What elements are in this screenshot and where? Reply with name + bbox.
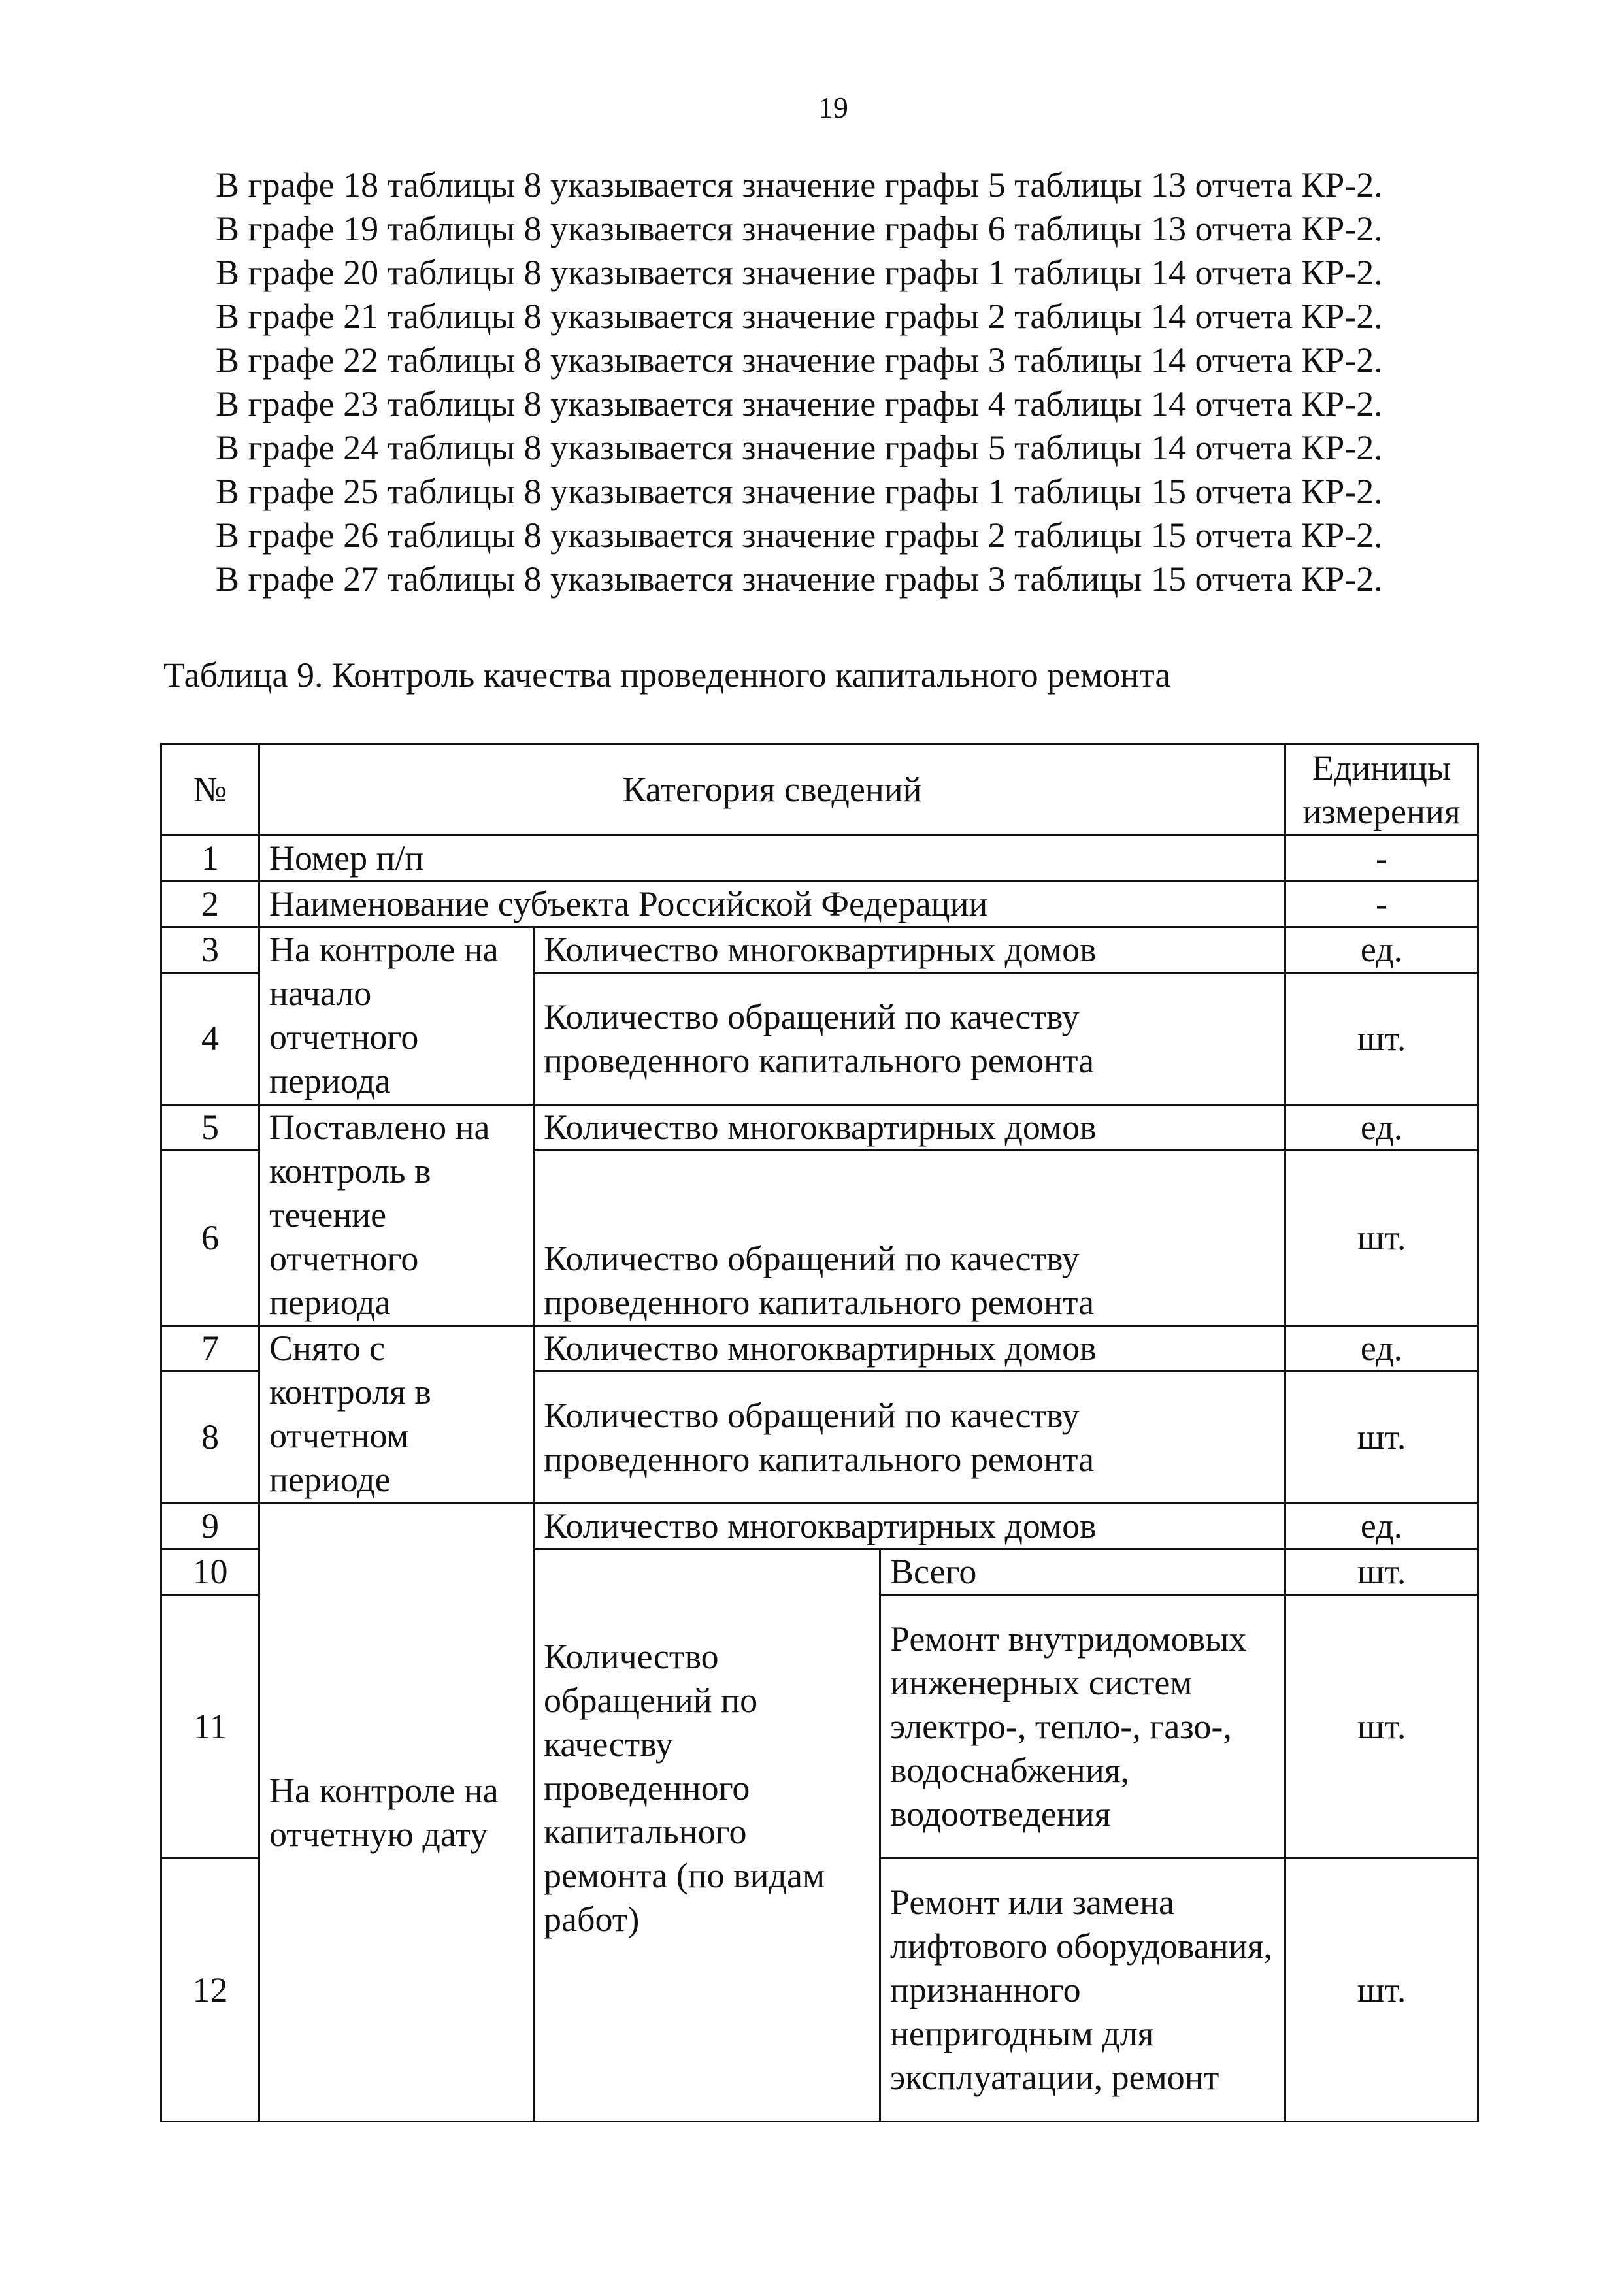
paragraph-line: В графе 18 таблицы 8 указывается значение графы 5 таблицы 13 отчета КР-2. [216, 165, 1383, 205]
page-number: 19 [818, 91, 848, 124]
paragraph-line: В графе 25 таблицы 8 указывается значение графы 1 таблицы 15 отчета КР-2. [216, 472, 1383, 511]
row-unit: ед. [1285, 1326, 1478, 1372]
row-unit: шт. [1285, 1595, 1478, 1858]
row-text: Количество обращений по качеству проведенного капитального ремонта [534, 1372, 1285, 1504]
row-text: Количество многоквартирных домов [534, 1105, 1285, 1151]
row-num: 12 [161, 1858, 259, 2122]
row-unit: ед. [1285, 927, 1478, 973]
paragraph-line: В графе 22 таблицы 8 указывается значение графы 3 таблицы 14 отчета КР-2. [216, 340, 1383, 380]
row-text: Количество многоквартирных домов [534, 1326, 1285, 1372]
paragraph-line: В графе 26 таблицы 8 указывается значение графы 2 таблицы 15 отчета КР-2. [216, 516, 1383, 555]
row-text: Количество обращений по качеству проведенного капитального ремонта [534, 1151, 1285, 1326]
row-text: Всего [880, 1549, 1285, 1595]
header-num: № [161, 744, 259, 836]
row-num: 10 [161, 1549, 259, 1595]
paragraph-line: В графе 24 таблицы 8 указывается значение графы 5 таблицы 14 отчета КР-2. [216, 428, 1383, 467]
row-num: 7 [161, 1326, 259, 1372]
header-category: Категория сведений [259, 744, 1285, 836]
paragraph-line: В графе 20 таблицы 8 указывается значение графы 1 таблицы 14 отчета КР-2. [216, 253, 1383, 292]
table-row [161, 882, 1478, 927]
group-removed-label: Снято с контроля в отчетном периоде [259, 1326, 534, 1504]
row-num: 4 [161, 973, 259, 1105]
row-text: Ремонт или замена лифтового оборудования, признанного непригодным для эксплуатации, ремонт [880, 1858, 1285, 2122]
row-num: 1 [161, 836, 259, 882]
row-num: 5 [161, 1105, 259, 1151]
header-unit: Единицы измерения [1285, 744, 1478, 836]
row-unit: шт. [1285, 973, 1478, 1105]
control-table [160, 743, 1479, 2122]
paragraph-line: В графе 21 таблицы 8 указывается значение графы 2 таблицы 14 отчета КР-2. [216, 297, 1383, 336]
body-text [216, 163, 1523, 601]
row-text: Ремонт внутридомовых инженерных систем электро-, тепло-, газо-, водоснабжения, водоотведения [880, 1595, 1285, 1858]
paragraph-line: В графе 19 таблицы 8 указывается значение графы 6 таблицы 13 отчета КР-2. [216, 209, 1383, 248]
row-num: 8 [161, 1372, 259, 1504]
row-unit: - [1285, 836, 1478, 882]
table-row [161, 1326, 1478, 1372]
row-unit: шт. [1285, 1858, 1478, 2122]
row-unit: - [1285, 882, 1478, 927]
row-num: 2 [161, 882, 259, 927]
row-num: 9 [161, 1504, 259, 1549]
table-row [161, 927, 1478, 973]
row-unit: ед. [1285, 1105, 1478, 1151]
row-unit: шт. [1285, 1549, 1478, 1595]
row-text: Количество многоквартирных домов [534, 1504, 1285, 1549]
table-row [161, 836, 1478, 882]
row-text: Номер п/п [259, 836, 1285, 882]
group-added-label: Поставлено на контроль в течение отчетного периода [259, 1105, 534, 1326]
row-unit: ед. [1285, 1504, 1478, 1549]
row-num: 3 [161, 927, 259, 973]
row-text: Количество обращений по качеству проведенного капитального ремонта [534, 973, 1285, 1105]
row-text: Количество многоквартирных домов [534, 927, 1285, 973]
paragraph-line: В графе 23 таблицы 8 указывается значение графы 4 таблицы 14 отчета КР-2. [216, 384, 1383, 423]
row-unit: шт. [1285, 1372, 1478, 1504]
row-num: 11 [161, 1595, 259, 1858]
table-row [161, 1504, 1478, 1549]
row-num: 6 [161, 1151, 259, 1326]
row-text: Наименование субъекта Российской Федерации [259, 882, 1285, 927]
group-start-label: На контроле на начало отчетного периода [259, 927, 534, 1105]
paragraph-line: В графе 27 таблицы 8 указывается значение графы 3 таблицы 15 отчета КР-2. [216, 559, 1383, 599]
table-row [161, 1105, 1478, 1151]
group-current-label: На контроле на отчетную дату [259, 1504, 534, 2122]
table-header-row [161, 744, 1478, 836]
table-caption: Таблица 9. Контроль качества проведенного капитального ремонта [163, 655, 1171, 695]
group-appeals-by-type-label: Количество обращений по качеству проведенного капитального ремонта (по видам работ) [534, 1549, 880, 2122]
row-unit: шт. [1285, 1151, 1478, 1326]
